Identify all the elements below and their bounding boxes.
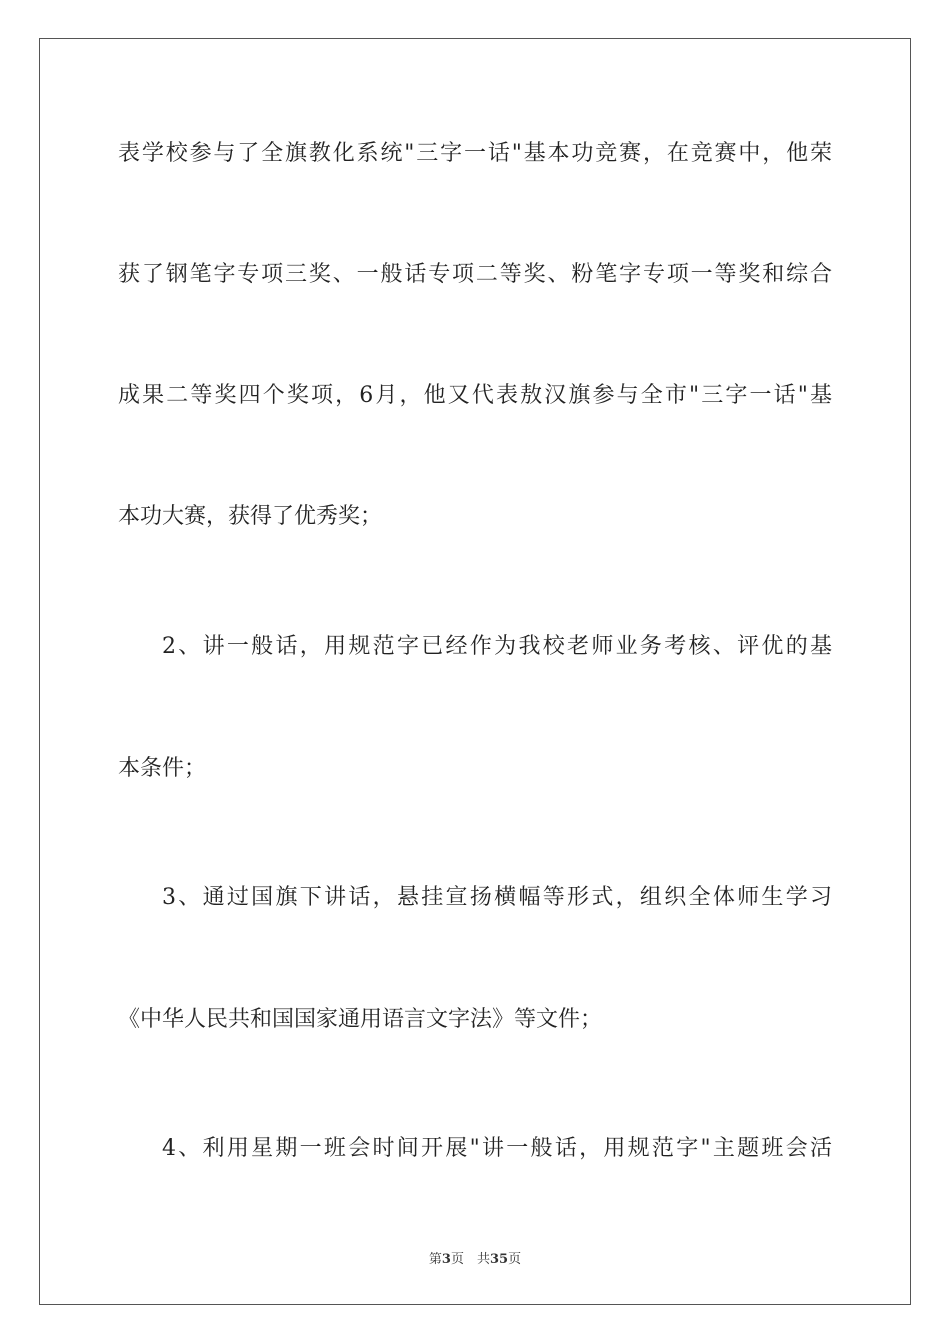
text-line-8: 《中华人民共和国国家通用语言文字法》等文件； (118, 1007, 603, 1032)
footer-current-page: 3 (441, 1252, 451, 1267)
footer-mid: 页 共 (450, 1252, 490, 1267)
text-line-1: 表学校参与了全旗教化系统"三字一话"基本功竞赛，在竞赛中，他荣 (118, 141, 832, 166)
text-line-4: 本功大赛，获得了优秀奖； (118, 504, 383, 529)
footer-total-pages: 35 (489, 1252, 509, 1267)
text-line-3: 成果二等奖四个奖项，6月，他又代表敖汉旗参与全市"三字一话"基 (118, 383, 832, 408)
text-line-7: 3、通过国旗下讲话，悬挂宣扬横幅等形式，组织全体师生学习 (162, 885, 832, 910)
footer-suffix: 页 (508, 1252, 522, 1267)
text-line-5: 2、讲一般话，用规范字已经作为我校老师业务考核、评优的基 (162, 634, 832, 659)
page-footer (0, 1248, 950, 1267)
text-line-6: 本条件； (118, 756, 207, 781)
page-border (39, 38, 911, 1305)
footer-prefix: 第 (428, 1252, 442, 1267)
text-line-2: 获了钢笔字专项三奖、一般话专项二等奖、粉笔字专项一等奖和综合 (118, 262, 832, 287)
text-line-9: 4、利用星期一班会时间开展"讲一般话，用规范字"主题班会活 (162, 1136, 832, 1161)
